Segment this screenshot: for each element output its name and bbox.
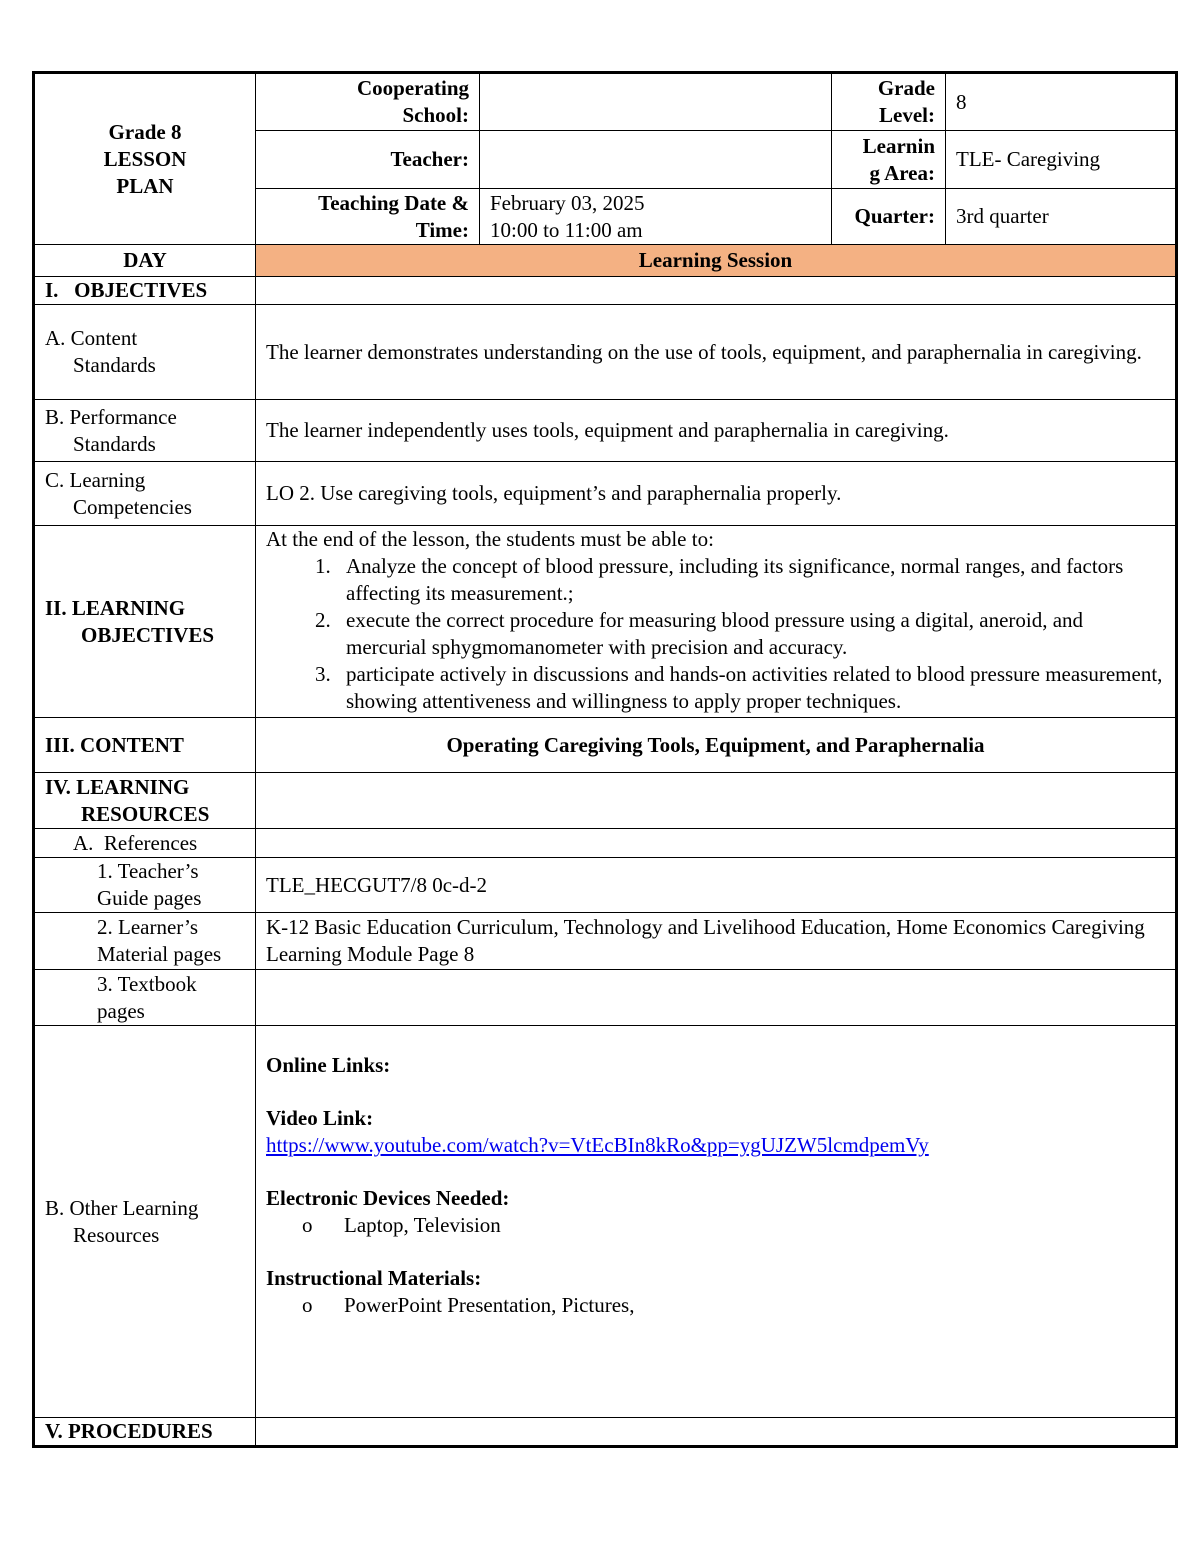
grade-level-label: Grade Level: xyxy=(832,73,946,131)
learning-area-label: Learnin g Area: xyxy=(832,131,946,189)
learning-area-value: TLE- Caregiving xyxy=(946,131,1177,189)
title-line-3: PLAN xyxy=(116,173,174,198)
teacher-label: Teacher: xyxy=(256,131,480,189)
video-link[interactable]: https://www.youtube.com/watch?v=VtEcBIn8kRo&pp=ygUJZW5lcmdpemVy xyxy=(266,1133,929,1157)
teachers-guide-value: TLE_HECGUT7/8 0c-d-2 xyxy=(256,858,1177,913)
title-line-1: Grade 8 xyxy=(108,119,182,144)
cooperating-school-value xyxy=(480,73,832,131)
content-standards-value: The learner demonstrates understanding on the use of tools, equipment, and paraphernalia in caregiving. xyxy=(256,305,1177,400)
learning-objectives-list xyxy=(266,553,1165,715)
header-row-school xyxy=(34,73,1177,131)
session-row xyxy=(34,245,1177,277)
references-row xyxy=(34,829,1177,858)
devices-label: Electronic Devices Needed: xyxy=(266,1186,510,1210)
objectives-heading-row xyxy=(34,277,1177,305)
learners-material-row xyxy=(34,913,1177,970)
lesson-plan-page xyxy=(32,71,1175,1448)
performance-standards-row xyxy=(34,400,1177,462)
quarter-value: 3rd quarter xyxy=(946,189,1177,245)
textbook-label: 3. Textbook pages xyxy=(34,970,256,1026)
learners-material-label: 2. Learner’s Material pages xyxy=(34,913,256,970)
title-line-2: LESSON xyxy=(103,146,187,171)
learning-objectives-heading: II. LEARNING OBJECTIVES xyxy=(34,526,256,718)
cooperating-school-label: Cooperating School: xyxy=(256,73,480,131)
teaching-date-value: February 03, 2025 10:00 to 11:00 am xyxy=(480,189,832,245)
learners-material-value: K-12 Basic Education Curriculum, Technology and Livelihood Education, Home Economics Caregiving Learning Module Page 8 xyxy=(256,913,1177,970)
learning-objectives-content xyxy=(256,526,1177,718)
content-heading: III. CONTENT xyxy=(34,718,256,773)
references-label: A. References xyxy=(34,829,256,858)
learning-competencies-label: C. Learning Competencies xyxy=(34,462,256,526)
online-links-label: Online Links: xyxy=(266,1053,391,1077)
list-item: 1. Analyze the concept of blood pressure, including its significance, normal ranges, and factors affecting its measurement.; xyxy=(336,553,1165,607)
teacher-value xyxy=(480,131,832,189)
content-standards-label: A. Content Standards xyxy=(34,305,256,400)
procedures-row xyxy=(34,1418,1177,1447)
lesson-plan-table xyxy=(32,71,1178,1448)
learning-competencies-row xyxy=(34,462,1177,526)
teaching-date-label: Teaching Date & Time: xyxy=(256,189,480,245)
content-value: Operating Caregiving Tools, Equipment, and Paraphernalia xyxy=(256,718,1177,773)
performance-standards-value: The learner independently uses tools, equipment and paraphernalia in caregiving. xyxy=(256,400,1177,462)
list-item: 2. execute the correct procedure for measuring blood pressure using a digital, aneroid, and mercurial sphygmomanometer with precision and accuracy. xyxy=(336,607,1165,661)
textbook-row xyxy=(34,970,1177,1026)
materials-list xyxy=(266,1292,1165,1319)
list-item: o Laptop, Television xyxy=(336,1212,1165,1239)
other-resources-content xyxy=(256,1026,1177,1418)
content-row xyxy=(34,718,1177,773)
teachers-guide-row xyxy=(34,858,1177,913)
lesson-plan-title xyxy=(34,73,256,245)
learning-session-label: Learning Session xyxy=(256,245,1177,277)
performance-standards-label: B. Performance Standards xyxy=(34,400,256,462)
textbook-value xyxy=(256,970,1177,1026)
learning-competencies-value: LO 2. Use caregiving tools, equipment’s and paraphernalia properly. xyxy=(256,462,1177,526)
procedures-heading: V. PROCEDURES xyxy=(34,1418,256,1447)
learning-objectives-row xyxy=(34,526,1177,718)
content-standards-row xyxy=(34,305,1177,400)
grade-level-value: 8 xyxy=(946,73,1177,131)
devices-list xyxy=(266,1212,1165,1239)
quarter-label: Quarter: xyxy=(832,189,946,245)
list-item: o PowerPoint Presentation, Pictures, xyxy=(336,1292,1165,1319)
video-link-label: Video Link: xyxy=(266,1106,374,1130)
materials-label: Instructional Materials: xyxy=(266,1266,482,1290)
learning-objectives-intro: At the end of the lesson, the students must be able to: xyxy=(266,527,714,551)
resources-heading: IV. LEARNING RESOURCES xyxy=(34,773,256,829)
teachers-guide-label: 1. Teacher’s Guide pages xyxy=(34,858,256,913)
objectives-heading: I. OBJECTIVES xyxy=(34,277,256,305)
procedures-value xyxy=(256,1418,1177,1447)
day-label: DAY xyxy=(34,245,256,277)
list-item: 3. participate actively in discussions and hands-on activities related to blood pressure measurement, showing attentiveness and willingness to apply proper techniques. xyxy=(336,661,1165,715)
other-resources-row xyxy=(34,1026,1177,1418)
resources-heading-row xyxy=(34,773,1177,829)
other-resources-label: B. Other Learning Resources xyxy=(34,1026,256,1418)
